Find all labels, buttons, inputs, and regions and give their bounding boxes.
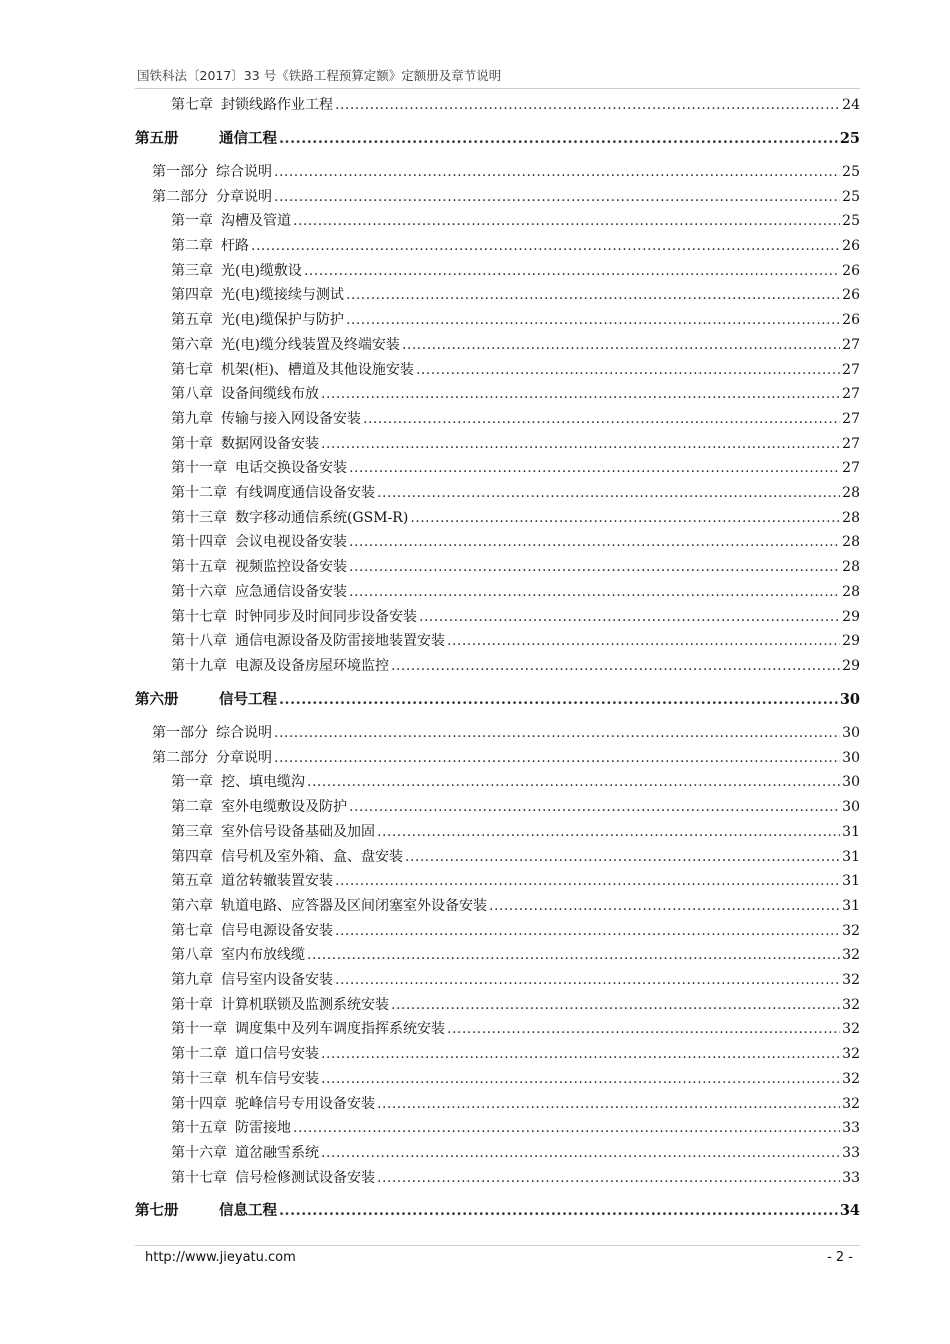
toc-dot-leader	[377, 1168, 840, 1188]
toc-chapter-entry[interactable]	[135, 236, 860, 256]
toc-chapter-entry[interactable]	[135, 970, 860, 990]
toc-entry-title: 信号电源设备安装	[221, 923, 333, 939]
toc-entry-title: 时钟同步及时间同步设备安装	[235, 609, 417, 625]
toc-entry-number: 第十二章	[171, 1046, 227, 1062]
toc-entry-label	[171, 582, 347, 602]
toc-entry-title: 分章说明	[216, 750, 272, 766]
toc-entry-label	[135, 1201, 277, 1221]
toc-entry-number: 第五章	[171, 312, 213, 328]
toc-chapter-entry[interactable]	[135, 1044, 860, 1064]
toc-page-number: 32	[842, 972, 860, 988]
toc-entry-label	[171, 797, 347, 817]
toc-dot-leader	[349, 582, 840, 602]
toc-entry-title: 光(电)缆分线装置及终端安装	[221, 337, 400, 353]
toc-chapter-entry[interactable]	[135, 483, 860, 503]
toc-dot-leader	[251, 236, 840, 256]
toc-entry-label	[135, 129, 277, 149]
toc-entry-title: 室内布放线缆	[221, 947, 305, 963]
toc-dot-leader	[307, 772, 840, 792]
toc-dot-leader	[274, 723, 840, 743]
toc-entry-title: 信号室内设备安装	[221, 972, 333, 988]
toc-entry-title: 挖、填电缆沟	[221, 774, 305, 790]
toc-page-number: 29	[842, 633, 860, 649]
toc-page-number: 31	[842, 849, 860, 865]
toc-entry-number: 第十九章	[171, 658, 227, 674]
page-header: 国铁科法〔2017〕33 号《铁路工程预算定额》定额册及章节说明	[137, 68, 502, 83]
toc-dot-leader	[346, 285, 840, 305]
toc-chapter-entry[interactable]	[135, 1069, 860, 1089]
toc-dot-leader	[335, 95, 840, 115]
toc-chapter-entry[interactable]	[135, 261, 860, 281]
toc-chapter-entry[interactable]	[135, 360, 860, 380]
toc-page-number: 30	[842, 799, 860, 815]
toc-page-number: 27	[842, 362, 860, 378]
toc-page-number: 29	[842, 658, 860, 674]
toc-entry-title: 通信电源设备及防雷接地装置安装	[235, 633, 445, 649]
toc-entry-title: 道岔转辙装置安装	[221, 873, 333, 889]
toc-entry-number: 第四章	[171, 849, 213, 865]
toc-entry-label	[171, 772, 305, 792]
toc-volume-entry[interactable]	[135, 1201, 860, 1221]
toc-entry-number: 第一部分	[152, 725, 208, 741]
toc-dot-leader	[274, 748, 840, 768]
toc-dot-leader	[419, 607, 840, 627]
toc-page-number: 28	[842, 510, 860, 526]
toc-dot-leader	[346, 310, 840, 330]
toc-entry-number: 第二章	[171, 799, 213, 815]
toc-chapter-entry[interactable]	[135, 508, 860, 528]
toc-entry-title: 光(电)缆接续与测试	[221, 287, 344, 303]
toc-page-number: 33	[842, 1170, 860, 1186]
toc-part-entry[interactable]	[135, 748, 860, 768]
toc-volume-entry[interactable]	[135, 690, 860, 710]
toc-chapter-entry[interactable]	[135, 607, 860, 627]
toc-entry-number: 第二部分	[152, 189, 208, 205]
toc-entry-label	[171, 970, 333, 990]
toc-page-number: 26	[842, 263, 860, 279]
toc-entry-title: 室外信号设备基础及加固	[221, 824, 375, 840]
toc-entry-number: 第十一章	[171, 460, 227, 476]
toc-entry-number: 第六章	[171, 898, 213, 914]
toc-dot-leader	[377, 483, 840, 503]
toc-dot-leader	[377, 822, 840, 842]
toc-part-entry[interactable]	[135, 723, 860, 743]
toc-page-number: 25	[842, 164, 860, 180]
toc-page-number: 33	[842, 1120, 860, 1136]
toc-dot-leader	[335, 871, 840, 891]
toc-entry-number: 第七章	[171, 97, 213, 113]
toc-entry-number: 第十六章	[171, 584, 227, 600]
toc-entry-number: 第十六章	[171, 1145, 227, 1161]
toc-page-number: 30	[842, 725, 860, 741]
toc-entry-title: 应急通信设备安装	[235, 584, 347, 600]
toc-chapter-entry[interactable]	[135, 1094, 860, 1114]
toc-entry-title: 驼峰信号专用设备安装	[235, 1096, 375, 1112]
toc-entry-number: 第二部分	[152, 750, 208, 766]
toc-entry-number: 第八章	[171, 947, 213, 963]
toc-chapter-entry[interactable]	[135, 631, 860, 651]
toc-dot-leader	[293, 211, 840, 231]
toc-entry-title: 封锁线路作业工程	[221, 97, 333, 113]
toc-entry-title: 杆路	[221, 238, 249, 254]
toc-entry-title: 电源及设备房屋环境监控	[235, 658, 389, 674]
toc-dot-leader	[402, 335, 840, 355]
toc-dot-leader	[279, 129, 838, 149]
footer-page-number: - 2 -	[827, 1250, 853, 1265]
toc-dot-leader	[321, 1044, 840, 1064]
toc-entry-label	[171, 631, 445, 651]
toc-entry-number: 第十四章	[171, 1096, 227, 1112]
toc-chapter-entry[interactable]	[135, 1019, 860, 1039]
toc-page-number: 32	[842, 1021, 860, 1037]
toc-page-number: 32	[842, 1071, 860, 1087]
toc-chapter-entry[interactable]	[135, 384, 860, 404]
toc-entry-title: 信息工程	[219, 1202, 277, 1219]
toc-entry-label	[171, 458, 347, 478]
toc-entry-title: 轨道电路、应答器及区间闭塞室外设备安装	[221, 898, 487, 914]
toc-chapter-entry[interactable]	[135, 211, 860, 231]
toc-entry-number: 第十五章	[171, 559, 227, 575]
toc-entry-title: 机车信号安装	[235, 1071, 319, 1087]
toc-page-number: 27	[842, 337, 860, 353]
toc-chapter-entry[interactable]	[135, 95, 860, 115]
toc-chapter-entry[interactable]	[135, 1168, 860, 1188]
toc-page-number: 25	[842, 213, 860, 229]
toc-entry-label	[171, 384, 319, 404]
toc-entry-number: 第十七章	[171, 609, 227, 625]
toc-entry-label	[171, 607, 417, 627]
toc-entry-number: 第六册	[135, 691, 179, 708]
toc-dot-leader	[349, 797, 840, 817]
toc-dot-leader	[405, 847, 840, 867]
toc-page-number: 32	[842, 997, 860, 1013]
toc-entry-title: 通信工程	[219, 130, 277, 147]
header-divider	[135, 88, 860, 89]
toc-entry-title: 沟槽及管道	[221, 213, 291, 229]
toc-entry-number: 第九章	[171, 972, 213, 988]
toc-page-number: 28	[842, 485, 860, 501]
toc-entry-label	[171, 871, 333, 891]
toc-dot-leader	[447, 1019, 840, 1039]
toc-page-number: 27	[842, 386, 860, 402]
toc-entry-label	[171, 483, 375, 503]
toc-dot-leader	[335, 921, 840, 941]
toc-page-number: 27	[842, 460, 860, 476]
toc-chapter-entry[interactable]	[135, 285, 860, 305]
toc-dot-leader	[274, 162, 840, 182]
toc-entry-number: 第十三章	[171, 510, 227, 526]
toc-dot-leader	[304, 261, 840, 281]
toc-entry-label	[171, 261, 302, 281]
toc-entry-number: 第七章	[171, 923, 213, 939]
toc-entry-number: 第三章	[171, 263, 213, 279]
toc-entry-title: 信号检修测试设备安装	[235, 1170, 375, 1186]
toc-entry-label	[171, 896, 487, 916]
toc-entry-number: 第十二章	[171, 485, 227, 501]
toc-chapter-entry[interactable]	[135, 772, 860, 792]
toc-entry-title: 光(电)缆敷设	[221, 263, 302, 279]
toc-chapter-entry[interactable]	[135, 797, 860, 817]
toc-entry-label	[171, 1168, 375, 1188]
toc-chapter-entry[interactable]	[135, 310, 860, 330]
toc-entry-label	[171, 995, 389, 1015]
toc-entry-title: 视频监控设备安装	[235, 559, 347, 575]
toc-chapter-entry[interactable]	[135, 656, 860, 676]
toc-entry-number: 第十一章	[171, 1021, 227, 1037]
toc-page-number: 32	[842, 923, 860, 939]
toc-part-entry[interactable]	[135, 162, 860, 182]
toc-chapter-entry[interactable]	[135, 822, 860, 842]
toc-dot-leader	[293, 1118, 840, 1138]
toc-chapter-entry[interactable]	[135, 458, 860, 478]
toc-dot-leader	[274, 187, 840, 207]
toc-dot-leader	[410, 508, 840, 528]
toc-chapter-entry[interactable]	[135, 582, 860, 602]
toc-page-number: 33	[842, 1145, 860, 1161]
toc-entry-label	[171, 211, 291, 231]
toc-entry-title: 道口信号安装	[235, 1046, 319, 1062]
toc-chapter-entry[interactable]	[135, 557, 860, 577]
toc-entry-label	[171, 945, 305, 965]
footer-divider	[135, 1245, 860, 1246]
toc-chapter-entry[interactable]	[135, 532, 860, 552]
toc-entry-label	[171, 434, 319, 454]
toc-dot-leader	[349, 458, 840, 478]
toc-page-number: 32	[842, 947, 860, 963]
toc-entry-title: 光(电)缆保护与防护	[221, 312, 344, 328]
toc-chapter-entry[interactable]	[135, 335, 860, 355]
toc-entry-title: 室外电缆敷设及防护	[221, 799, 347, 815]
toc-entry-title: 调度集中及列车调度指挥系统安装	[235, 1021, 445, 1037]
toc-entry-title: 会议电视设备安装	[235, 534, 347, 550]
toc-volume-entry[interactable]	[135, 129, 860, 149]
toc-dot-leader	[391, 656, 840, 676]
toc-entry-number: 第十五章	[171, 1120, 227, 1136]
toc-entry-label	[152, 162, 272, 182]
toc-entry-number: 第四章	[171, 287, 213, 303]
toc-entry-number: 第七册	[135, 1202, 179, 1219]
toc-dot-leader	[489, 896, 840, 916]
toc-entry-label	[171, 557, 347, 577]
toc-chapter-entry[interactable]	[135, 896, 860, 916]
toc-dot-leader	[391, 995, 840, 1015]
toc-entry-title: 数字移动通信系统(GSM-R)	[235, 510, 409, 526]
toc-entry-number: 第一章	[171, 774, 213, 790]
toc-page-number: 30	[839, 691, 860, 708]
toc-entry-title: 计算机联锁及监测系统安装	[221, 997, 389, 1013]
toc-entry-title: 道岔融雪系统	[235, 1145, 319, 1161]
toc-page-number: 32	[842, 1046, 860, 1062]
toc-dot-leader	[279, 690, 838, 710]
toc-entry-title: 电话交换设备安装	[235, 460, 347, 476]
toc-dot-leader	[349, 557, 840, 577]
toc-entry-title: 机架(柜)、槽道及其他设施安装	[221, 362, 414, 378]
toc-entry-label	[171, 236, 249, 256]
toc-dot-leader	[363, 409, 840, 429]
toc-chapter-entry[interactable]	[135, 409, 860, 429]
toc-entry-title: 数据网设备安装	[221, 436, 319, 452]
toc-entry-number: 第十章	[171, 997, 213, 1013]
toc-entry-title: 设备间缆线布放	[221, 386, 319, 402]
toc-dot-leader	[447, 631, 840, 651]
toc-page-number: 25	[839, 130, 860, 147]
toc-entry-label	[171, 656, 389, 676]
toc-chapter-entry[interactable]	[135, 995, 860, 1015]
toc-dot-leader	[335, 970, 840, 990]
toc-dot-leader	[307, 945, 840, 965]
toc-entry-label	[171, 1044, 319, 1064]
toc-page-number: 28	[842, 534, 860, 550]
toc-page-number: 26	[842, 312, 860, 328]
toc-entry-label	[171, 847, 403, 867]
toc-chapter-entry[interactable]	[135, 847, 860, 867]
toc-entry-number: 第二章	[171, 238, 213, 254]
toc-entry-number: 第一章	[171, 213, 213, 229]
toc-dot-leader	[321, 434, 840, 454]
toc-entry-number: 第八章	[171, 386, 213, 402]
toc-entry-label	[171, 1019, 445, 1039]
toc-entry-number: 第十四章	[171, 534, 227, 550]
toc-entry-label	[171, 285, 344, 305]
toc-dot-leader	[321, 384, 840, 404]
toc-entry-number: 第十七章	[171, 1170, 227, 1186]
toc-page-number: 34	[839, 1202, 860, 1219]
footer-url[interactable]: http://www.jieyatu.com	[145, 1250, 296, 1265]
toc-entry-title: 综合说明	[216, 164, 272, 180]
toc-page-number: 31	[842, 873, 860, 889]
toc-dot-leader	[279, 1201, 838, 1221]
toc-page-number: 31	[842, 898, 860, 914]
toc-entry-label	[171, 310, 344, 330]
toc-entry-label	[171, 409, 361, 429]
toc-page-number: 28	[842, 559, 860, 575]
toc-entry-label	[171, 335, 400, 355]
toc-entry-number: 第三章	[171, 824, 213, 840]
toc-part-entry[interactable]	[135, 187, 860, 207]
toc-entry-label	[171, 1143, 319, 1163]
toc-chapter-entry[interactable]	[135, 871, 860, 891]
toc-entry-label	[171, 532, 347, 552]
toc-chapter-entry[interactable]	[135, 1143, 860, 1163]
toc-entry-title: 传输与接入网设备安装	[221, 411, 361, 427]
toc-page-number: 30	[842, 774, 860, 790]
toc-entry-label	[171, 921, 333, 941]
toc-entry-label	[171, 360, 414, 380]
toc-entry-number: 第五册	[135, 130, 179, 147]
toc-chapter-entry[interactable]	[135, 1118, 860, 1138]
toc-page-number: 27	[842, 436, 860, 452]
toc-entry-title: 防雷接地	[235, 1120, 291, 1136]
toc-page-number: 30	[842, 750, 860, 766]
toc-entry-title: 分章说明	[216, 189, 272, 205]
toc-dot-leader	[321, 1143, 840, 1163]
toc-dot-leader	[349, 532, 840, 552]
toc-entry-number: 第一部分	[152, 164, 208, 180]
toc-entry-label	[152, 748, 272, 768]
toc-chapter-entry[interactable]	[135, 945, 860, 965]
toc-entry-number: 第九章	[171, 411, 213, 427]
toc-page-number: 31	[842, 824, 860, 840]
toc-entry-label	[171, 1069, 319, 1089]
toc-page-number: 25	[842, 189, 860, 205]
toc-entry-label	[152, 187, 272, 207]
toc-entry-label	[171, 1094, 375, 1114]
toc-entry-title: 综合说明	[216, 725, 272, 741]
toc-page-number: 29	[842, 609, 860, 625]
toc-dot-leader	[321, 1069, 840, 1089]
toc-entry-number: 第十八章	[171, 633, 227, 649]
toc-page-number: 32	[842, 1096, 860, 1112]
toc-entry-number: 第五章	[171, 873, 213, 889]
toc-entry-label	[171, 822, 375, 842]
toc-entry-number: 第七章	[171, 362, 213, 378]
toc-page-number: 26	[842, 238, 860, 254]
toc-page-number: 24	[842, 97, 860, 113]
toc-entry-label	[171, 508, 408, 528]
toc-entry-label	[135, 690, 277, 710]
toc-entry-number: 第十三章	[171, 1071, 227, 1087]
toc-page-number: 26	[842, 287, 860, 303]
toc-entry-number: 第六章	[171, 337, 213, 353]
toc-dot-leader	[377, 1094, 840, 1114]
toc-page-number: 28	[842, 584, 860, 600]
toc-entry-label	[171, 1118, 291, 1138]
toc-dot-leader	[416, 360, 840, 380]
toc-entry-title: 信号机及室外箱、盒、盘安装	[221, 849, 403, 865]
toc-entry-title: 有线调度通信设备安装	[235, 485, 375, 501]
toc-entry-title: 信号工程	[219, 691, 277, 708]
toc-chapter-entry[interactable]	[135, 434, 860, 454]
toc-page-number: 27	[842, 411, 860, 427]
toc-entry-label	[152, 723, 272, 743]
toc-entry-number: 第十章	[171, 436, 213, 452]
toc-entry-label	[171, 95, 333, 115]
toc-chapter-entry[interactable]	[135, 921, 860, 941]
